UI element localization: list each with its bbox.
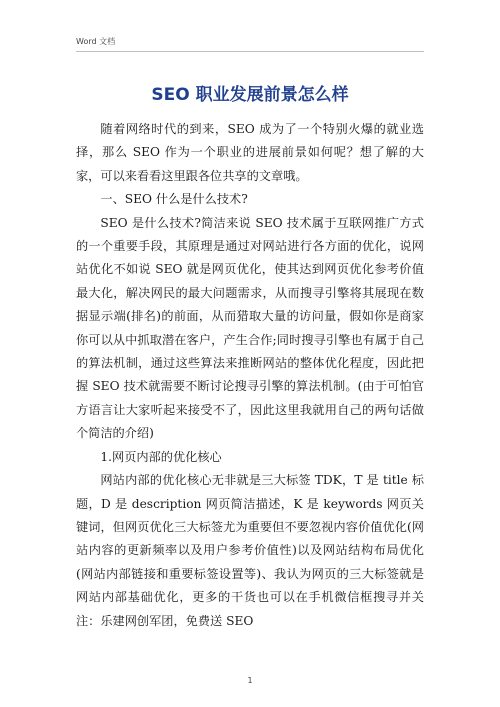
section-paragraph: SEO 是什么技术?简洁来说 SEO 技术属于互联网推广方式的一个重要手段，其原理是通过对网站进行各方面的优化，说网站优化不如说 SEO 就是网页优化，使其达到网页优化参考价值最大化，解决网民的最大问题需求，从而搜寻引擎将其展现在数据显示端(排名)的前面，从而猎取大量的访问量，假如你是商家你可以从中抓取潜在客户，产生合作;同时搜寻引擎也有属于自己的算法机制，通过这些算法来推断网站的整体优化程度，因此把握 SEO 技术就需要不断讨论搜寻引擎的算法机制。(由于可怕官方语言让大家听起来接受不了，因此这里我就用自己的两句话做个简洁的介绍)	[76, 215, 424, 441]
intro-paragraph: 随着网络时代的到来，SEO 成为了一个特别火爆的就业选择，那么 SEO 作为一个职业的进展前景如何呢？想了解的大家，可以来看看这里跟各位共享的文章哦。	[76, 122, 424, 183]
section-heading: 一、SEO 什么是什么技术?	[100, 192, 248, 207]
document-body	[76, 118, 424, 633]
subsection-paragraph: 网站内部的优化核心无非就是三大标签 TDK，T 是 title 标题，D 是 description 网页简洁描述，K 是 keywords 网页关键词，但网页优化三大标签尤为重要但不要忽视内容价值优化(网站内容的更新频率以及用户参考价值性)以及网站结构布局优化(网站内部链接和重要标签设置等)、我认为网页的三大标签就是网站内部基础优化，更多的干货也可以在手机微信框搜寻并关注：乐建网创军团，免费送 SEO	[76, 473, 424, 628]
header-divider	[76, 51, 424, 52]
page-number: 1	[247, 676, 253, 685]
subsection-heading: 1.网页内部的优化核心	[100, 449, 222, 464]
document-title: SEO 职业发展前景怎么样	[151, 85, 349, 105]
document-header-label: Word 文档	[76, 37, 116, 46]
